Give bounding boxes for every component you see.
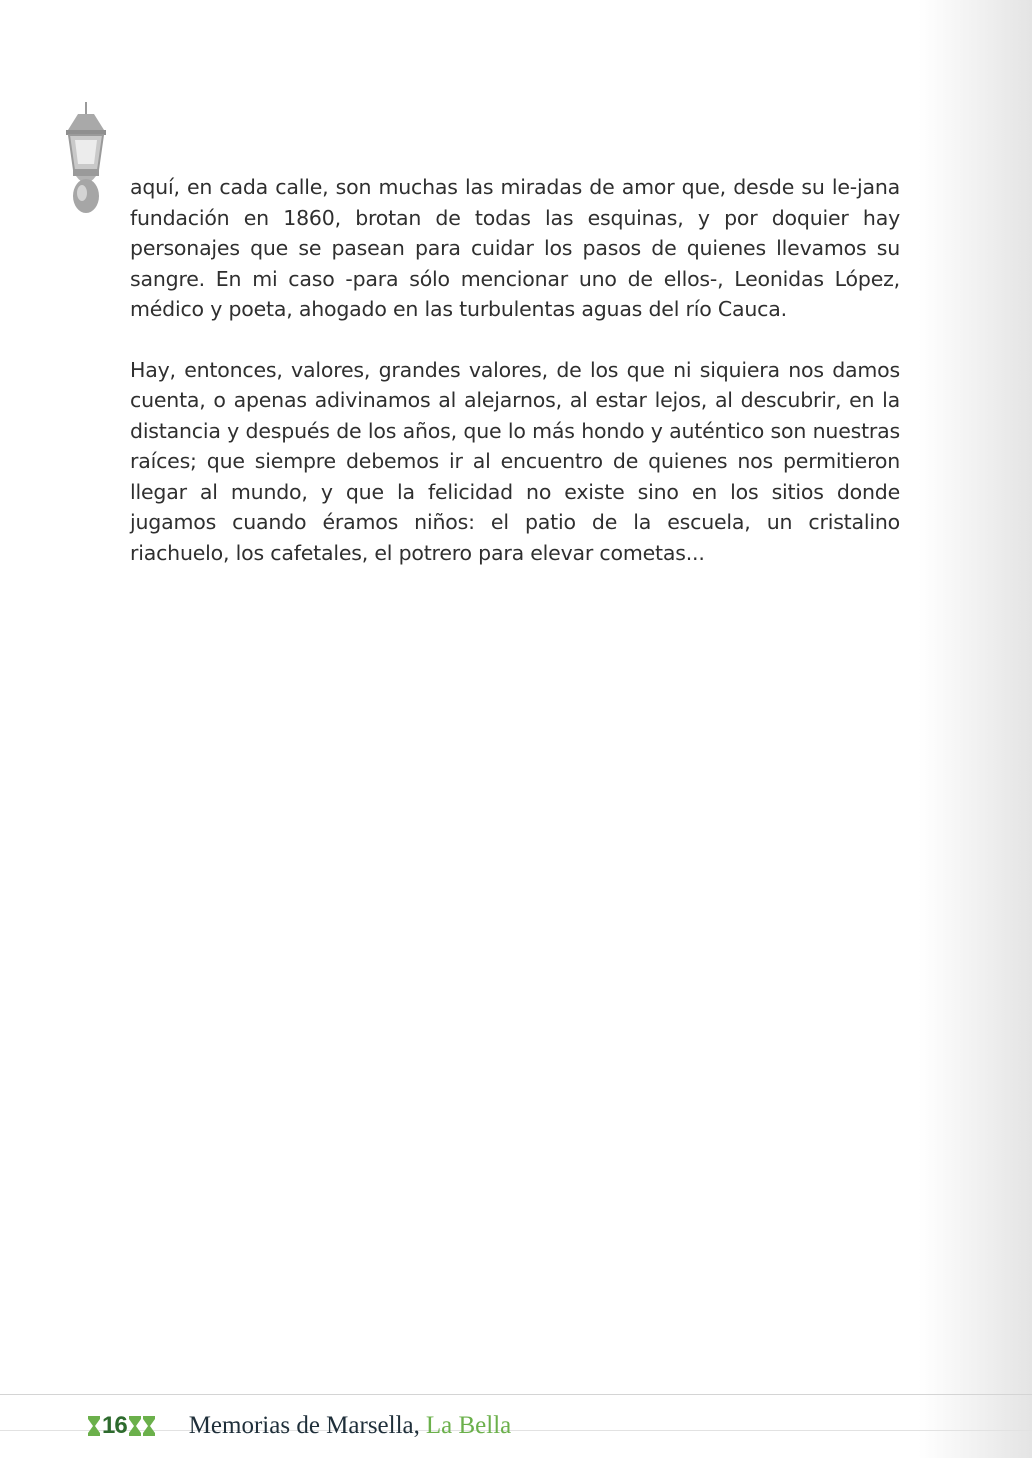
street-lamp-icon [60,100,112,216]
hourglass-ornament-icon [129,1416,141,1436]
book-subtitle: La Bella [425,1412,512,1439]
paragraph: aquí, en cada calle, son muchas las miradas de amor que, desde su le-jana fundación en 1860, brotan de todas las esquinas, y por doquier hay personajes que se pasean para cuidar los pasos de quienes llevamos su sangre. En mi caso -para sólo mencionar uno de ellos-, Leonidas López, médico y poeta, ahogado en las turbulentas aguas del río Cauca. [130,175,900,321]
book-title: Memorias de Marsella, [188,1412,420,1439]
page-number: 16 [102,1412,127,1439]
footer-divider [0,1394,1032,1395]
paragraph: Hay, entonces, valores, grandes valores, de los que ni siquiera nos damos cuenta, o apenas adivinamos al alejarnos, al estar lejos, al descubrir, en la distancia y después de los años, que lo más hondo y auténtico son nuestras raíces; que siempre debemos ir al encuentro de quienes nos permitieron llegar al mundo, y que la felicidad no existe sino en los sitios donde jugamos cuando éramos niños: el patio de la escuela, un cristalino riachuelo, los cafetales, el potrero para elevar cometas... [130,357,900,565]
hourglass-ornament-icon [143,1416,155,1436]
page-footer [88,1409,511,1443]
hourglass-ornament-icon [88,1416,100,1436]
body-text [130,172,900,598]
